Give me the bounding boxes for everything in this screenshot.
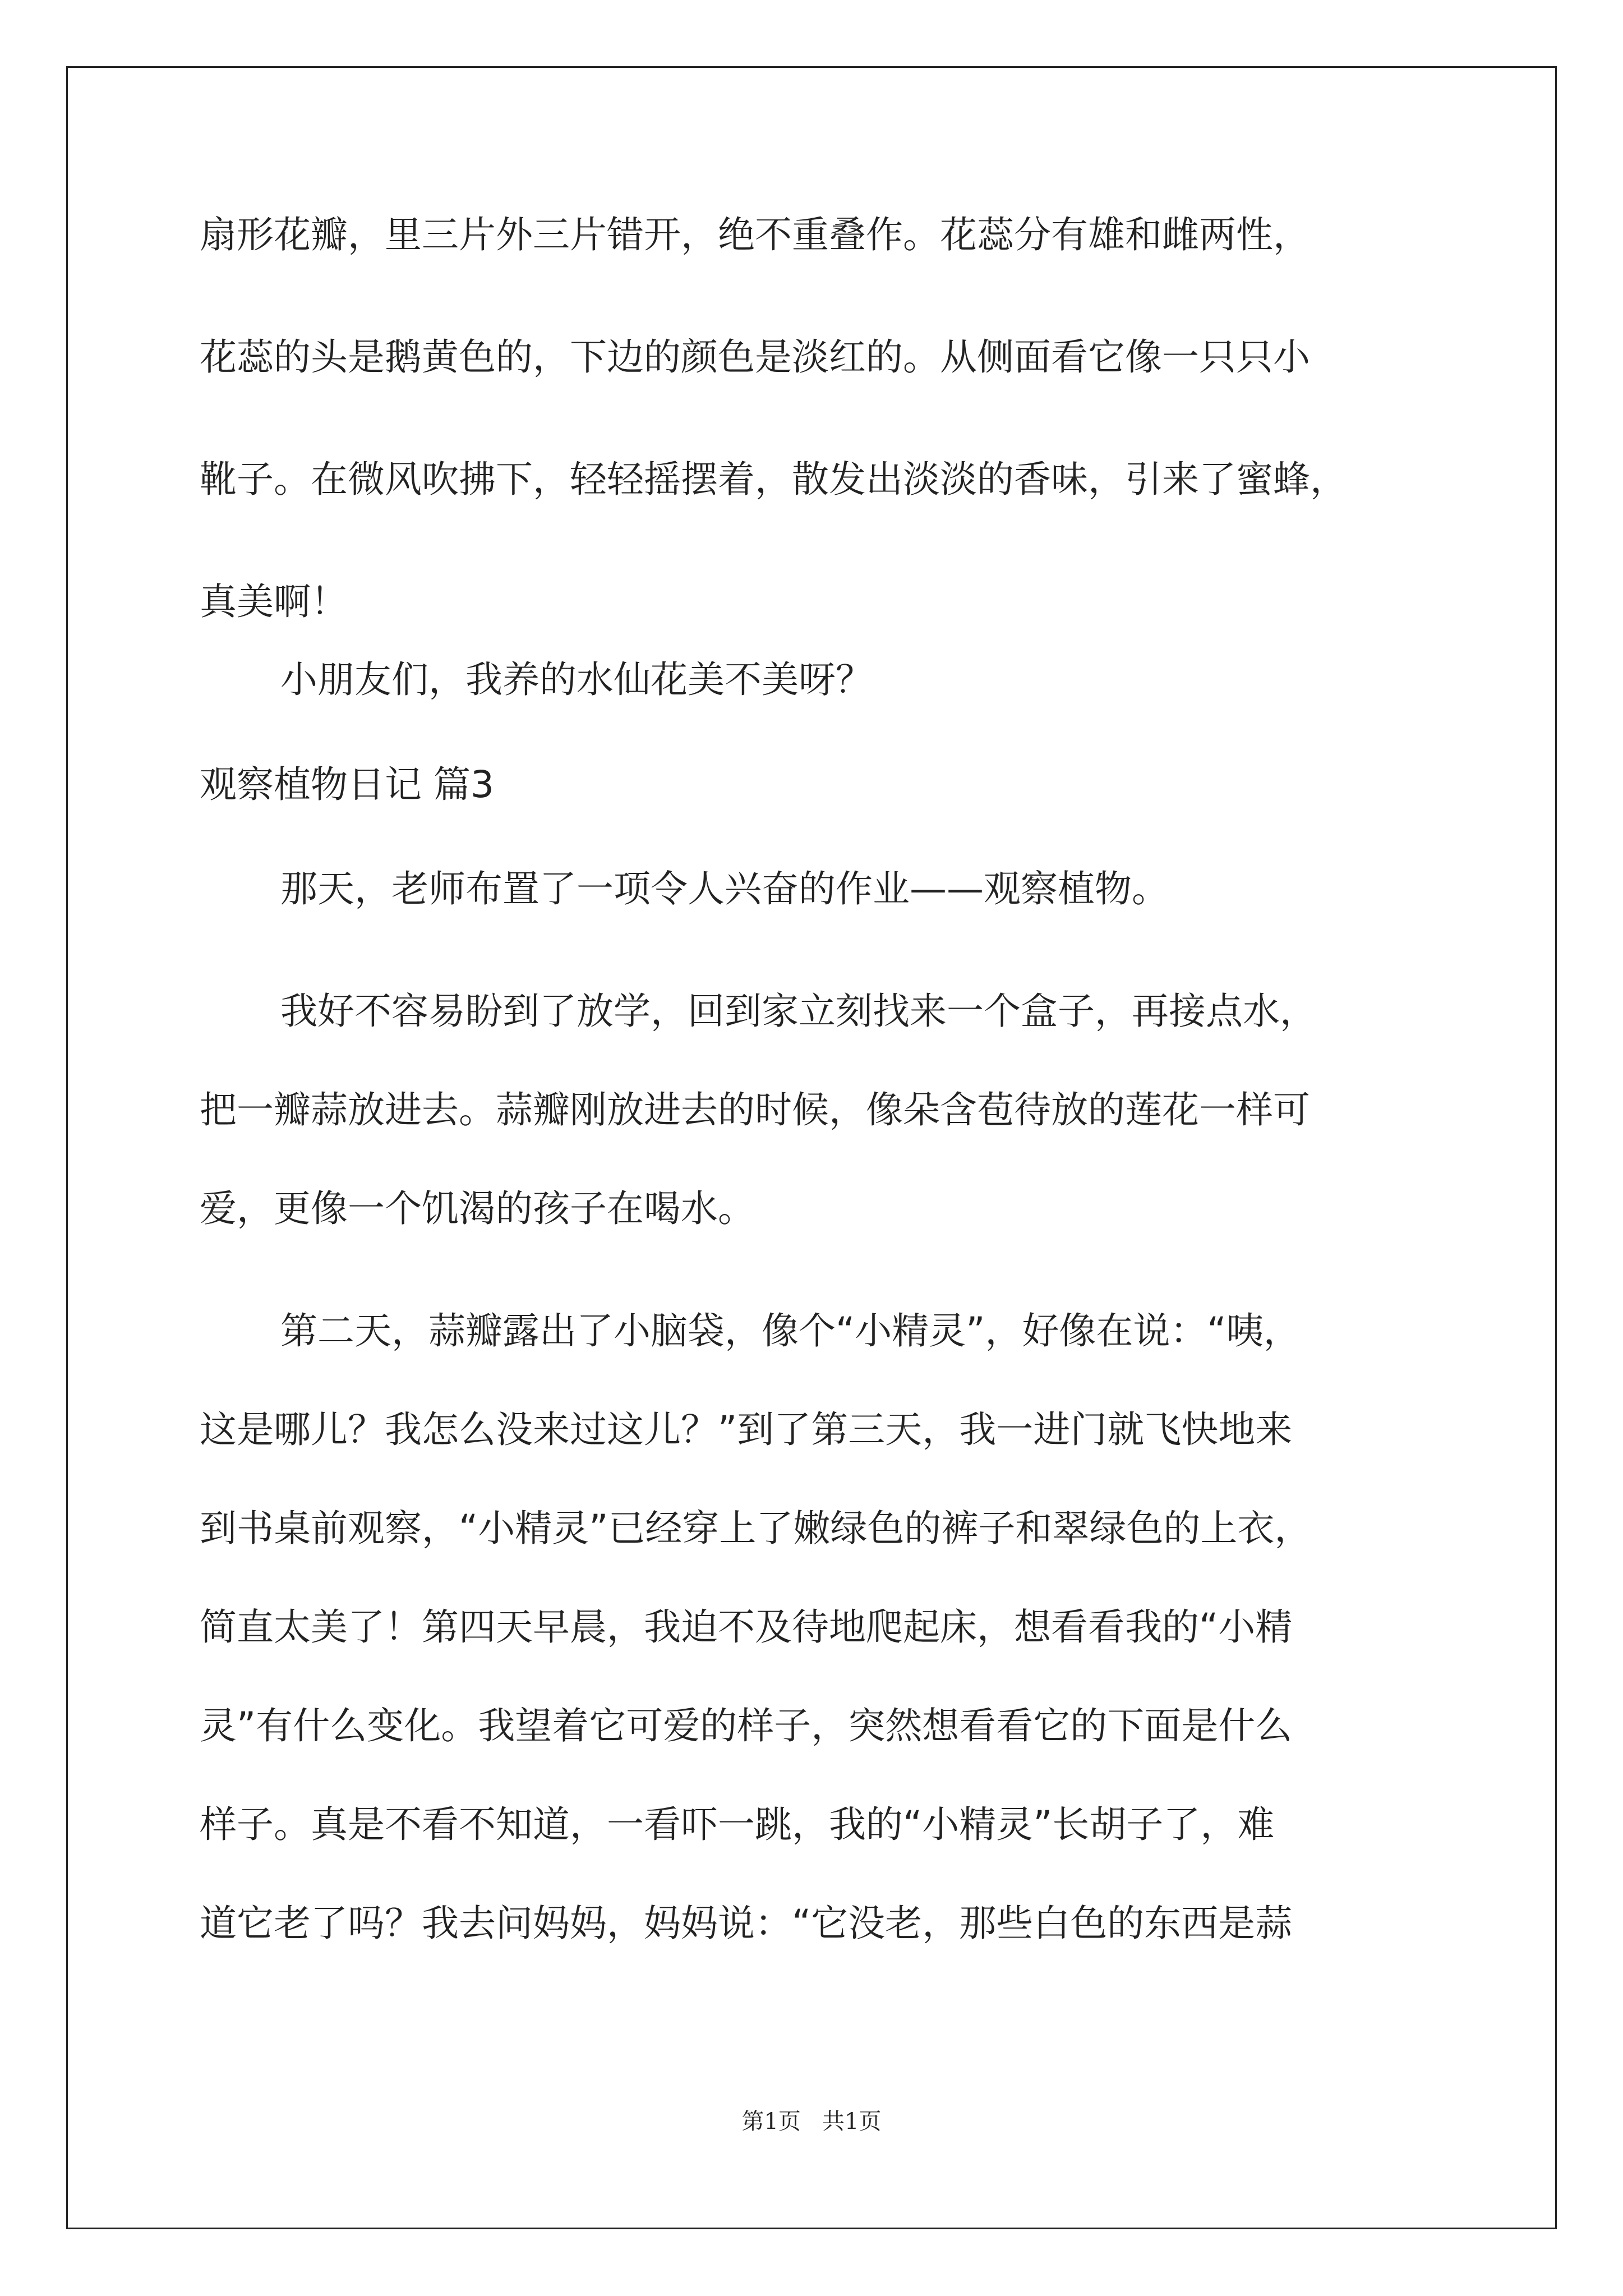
section-heading: 观察植物日记 篇3: [200, 763, 494, 806]
text-line: 把一瓣蒜放进去。蒜瓣刚放进去的时候，像朵含苞待放的莲花一样可: [200, 1088, 1310, 1131]
text-line: 这是哪儿？我怎么没来过这儿？”到了第三天，我一进门就飞快地来: [200, 1408, 1293, 1451]
text-line: 爱，更像一个饥渴的孩子在喝水。: [200, 1187, 755, 1230]
page-footer: 第1页 共1页: [741, 2109, 882, 2134]
text-line: 靴子。在微风吹拂下，轻轻摇摆着，散发出淡淡的香味，引来了蜜蜂，: [200, 458, 1347, 501]
text-line: 道它老了吗？我去问妈妈，妈妈说：“它没老，那些白色的东西是蒜: [200, 1902, 1293, 1945]
text-line: 扇形花瓣，里三片外三片错开，绝不重叠作。花蕊分有雄和雌两性，: [200, 213, 1310, 256]
text-line: 真美啊！: [200, 580, 348, 623]
text-line: 简直太美了！第四天早晨，我迫不及待地爬起床，想看看我的“小精: [200, 1605, 1293, 1649]
text-line: 样子。真是不看不知道，一看吓一跳，我的“小精灵”长胡子了，难: [200, 1803, 1275, 1846]
text-line: 那天，老师布置了一项令人兴奋的作业——观察植物。: [280, 867, 1169, 910]
text-line: 第二天，蒜瓣露出了小脑袋，像个“小精灵”，好像在说：“咦，: [280, 1309, 1301, 1352]
text-line: 灵”有什么变化。我望着它可爱的样子，突然想看看它的下面是什么: [200, 1704, 1293, 1747]
text-line: 小朋友们，我养的水仙花美不美呀？: [280, 658, 873, 701]
text-line: 花蕊的头是鹅黄色的，下边的颜色是淡红的。从侧面看它像一只只小: [200, 335, 1310, 379]
text-line: 我好不容易盼到了放学，回到家立刻找来一个盒子，再接点水，: [280, 990, 1317, 1033]
text-line: 到书桌前观察，“小精灵”已经穿上了嫩绿色的裤子和翠绿色的上衣，: [200, 1507, 1312, 1550]
